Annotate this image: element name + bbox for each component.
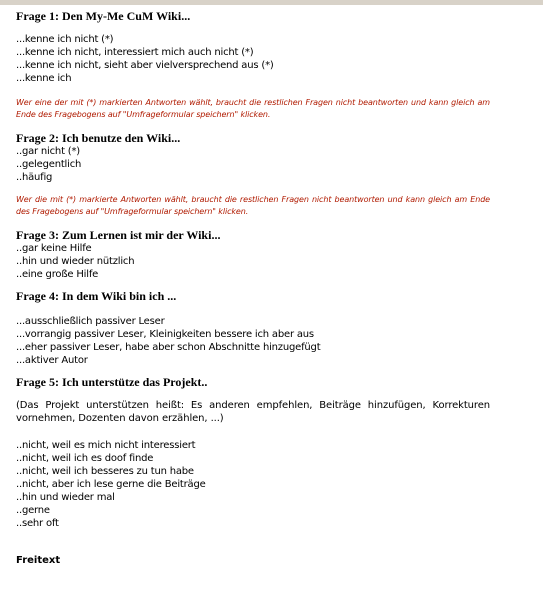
- q2-skip-note: Wer die mit (*) markierte Antworten wählt, braucht die restlichen Fragen nicht beantworten und kann gleich am Ende des Fragebogens auf "Umfrageformular speichern" klicken.: [16, 195, 490, 216]
- q5-option: ..hin und wieder mal: [16, 492, 115, 503]
- q5-option: ..nicht, weil ich es doof finde: [16, 453, 154, 464]
- q1-skip-note: Wer eine der mit (*) markierten Antworten wählt, braucht die restlichen Fragen nicht beantworten und kann gleich am Ende des Fragebogens auf "Umfrageformular speichern" klicken.: [16, 98, 490, 119]
- q3-option: ..eine große Hilfe: [16, 269, 99, 280]
- q5-intro: (Das Projekt unterstützen heißt: Es anderen empfehlen, Beiträge hinzufügen, Korrekturen vornehmen, Dozenten davon erzählen, ...): [16, 400, 490, 424]
- q2-option: ..häufig: [16, 172, 53, 183]
- question-3-title: Frage 3: Zum Lernen ist mir der Wiki...: [16, 228, 221, 242]
- q5-option: ..gerne: [16, 505, 50, 516]
- q4-option: ...vorrangig passiver Leser, Kleinigkeiten bessere ich aber aus: [16, 329, 314, 340]
- q5-option: ..nicht, weil es mich nicht interessiert: [16, 440, 196, 451]
- q3-option: ..gar keine Hilfe: [16, 243, 92, 254]
- q4-option: ...eher passiver Leser, habe aber schon Abschnitte hinzugefügt: [16, 342, 321, 353]
- survey-document: [16, 9, 490, 567]
- q1-option: ...kenne ich nicht (*): [16, 34, 114, 45]
- q4-option: ...ausschließlich passiver Leser: [16, 316, 165, 327]
- question-2-title: Frage 2: Ich benutze den Wiki...: [16, 131, 181, 145]
- q5-option: ..nicht, aber ich lese gerne die Beiträge: [16, 479, 206, 490]
- q1-option: ...kenne ich nicht, sieht aber vielversprechend aus (*): [16, 60, 274, 71]
- q2-option: ..gelegentlich: [16, 159, 82, 170]
- q2-option: ..gar nicht (*): [16, 146, 80, 157]
- question-1-title: Frage 1: Den My-Me CuM Wiki...: [16, 9, 191, 23]
- top-border: [0, 0, 543, 5]
- q1-option: ...kenne ich: [16, 73, 72, 84]
- q5-option: ..sehr oft: [16, 518, 59, 529]
- q1-option: ...kenne ich nicht, interessiert mich auch nicht (*): [16, 47, 254, 58]
- question-4-title: Frage 4: In dem Wiki bin ich ...: [16, 289, 177, 303]
- q3-option: ..hin und wieder nützlich: [16, 256, 135, 267]
- freitext-heading: Freitext: [16, 555, 61, 566]
- q5-option: ..nicht, weil ich besseres zu tun habe: [16, 466, 194, 477]
- question-5-title: Frage 5: Ich unterstütze das Projekt..: [16, 375, 208, 389]
- q4-option: ...aktiver Autor: [16, 355, 88, 366]
